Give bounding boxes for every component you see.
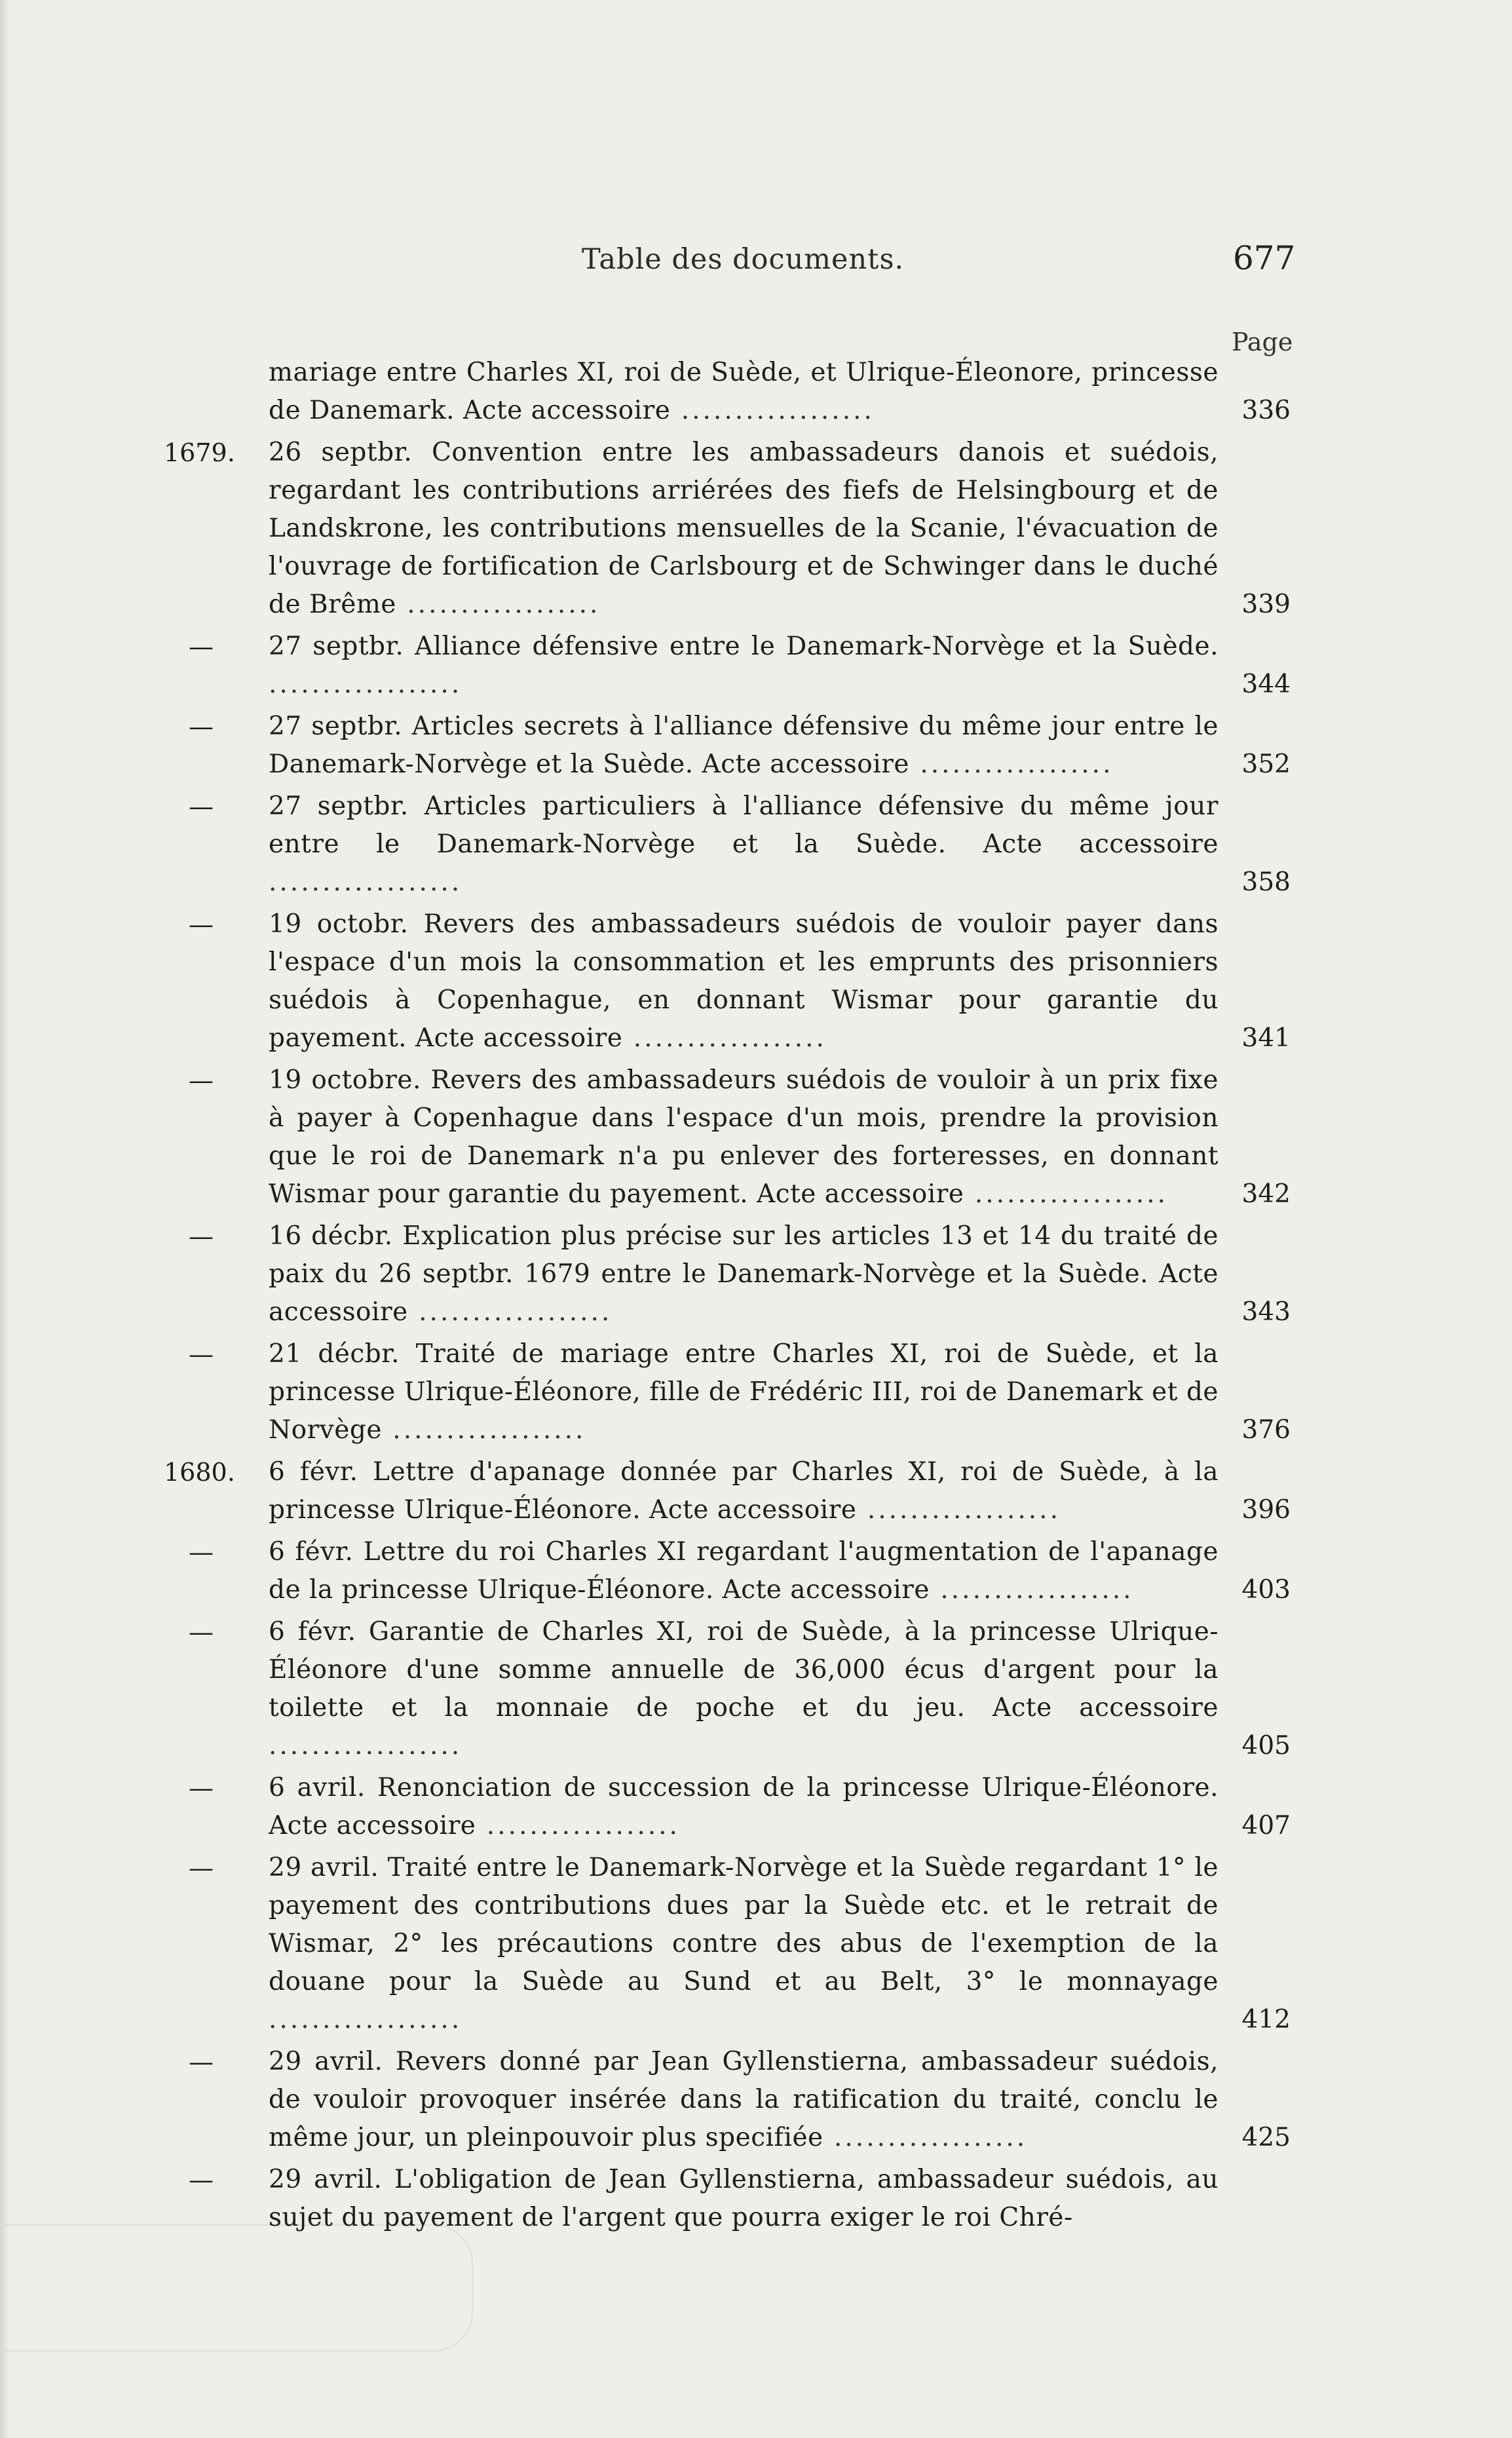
dot-leader: .................. xyxy=(269,670,463,699)
document-entry xyxy=(151,1533,1291,1609)
entry-text: 21 décbr. Traité de mariage entre Charles XI, roi de Suède, et la princesse Ulrique-Éléonore, fille de Frédéric III, roi de Danemark et de Norvège xyxy=(269,1339,1219,1445)
document-entry xyxy=(151,628,1291,704)
entry-description xyxy=(269,1453,1219,1529)
entry-description xyxy=(269,2161,1219,2237)
entry-description xyxy=(269,2043,1219,2157)
dot-leader: .................. xyxy=(964,1179,1168,1209)
entry-text: 29 avril. L'obligation de Jean Gyllenstierna, ambassadeur suédois, au sujet du payement de l'argent que pourra exiger le roi Chré- xyxy=(269,2165,1219,2232)
entry-text: 27 septbr. Articles particuliers à l'alliance défensive du même jour entre le Danemark-Norvège et la Suède. Acte accessoire xyxy=(269,791,1219,859)
entry-page-number: 425 xyxy=(1241,2123,1291,2152)
entry-text: 6 févr. Garantie de Charles XI, roi de Suède, à la princesse Ulrique-Éléonore d'une somme annuelle de 36,000 écus d'argent pour la toilette et la monnaie de poche et du jeu. Acte accessoire xyxy=(269,1617,1219,1723)
entry-text: 27 septbr. Alliance défensive entre le Danemark-Norvège et la Suède. xyxy=(269,632,1219,661)
page-edge xyxy=(0,0,9,2438)
document-entry xyxy=(151,1453,1291,1529)
entry-page-number: 342 xyxy=(1241,1179,1291,1209)
entry-page-number: 343 xyxy=(1241,1297,1291,1327)
dot-leader: .................. xyxy=(476,1811,680,1840)
entry-ditto-dash: — xyxy=(189,910,214,939)
entry-text: 16 décbr. Explication plus précise sur les articles 13 et 14 du traité de paix du 26 septbr. 1679 entre le Danemark-Norvège et la Suède. Acte accessoire xyxy=(269,1221,1219,1327)
entry-description xyxy=(269,1061,1219,1213)
entry-ditto-dash: — xyxy=(189,1340,214,1369)
document-entry xyxy=(151,1335,1291,1449)
entry-description xyxy=(269,1769,1219,1845)
entry-ditto-dash: — xyxy=(189,632,214,661)
entry-description xyxy=(269,354,1219,430)
entry-ditto-dash: — xyxy=(189,712,214,741)
entry-text: mariage entre Charles XI, roi de Suède, et Ulrique-Éleonore, princesse de Danemark. Acte accessoire xyxy=(269,358,1219,425)
running-title: Table des documents. xyxy=(582,243,905,276)
dot-leader: .................. xyxy=(929,1575,1134,1605)
entry-text: 19 octobr. Revers des ambassadeurs suédois de vouloir payer dans l'espace d'un mois la consommation et les emprunts des prisonniers suédois à Copenhague, en donnant Wismar pour garantie du payement. Acte accessoire xyxy=(269,909,1219,1053)
page-number: 677 xyxy=(1233,239,1296,277)
document-entry xyxy=(151,1217,1291,1331)
document-table xyxy=(151,354,1291,2241)
entry-description xyxy=(269,788,1219,902)
entry-page-number: 341 xyxy=(1241,1023,1291,1053)
entry-description xyxy=(269,1533,1219,1609)
entry-page-number: 344 xyxy=(1241,670,1291,699)
entry-description xyxy=(269,905,1219,1057)
entry-page-number: 376 xyxy=(1241,1415,1291,1445)
dot-leader: .................. xyxy=(856,1495,1061,1525)
document-entry xyxy=(151,1061,1291,1213)
dot-leader: .................. xyxy=(823,2123,1028,2152)
entry-description xyxy=(269,628,1219,704)
entry-text: 29 avril. Traité entre le Danemark-Norvège et la Suède regardant 1° le payement des contributions dues par la Suède etc. et le retrait de Wismar, 2° les précautions contre des abus de l'exemption de la douane pour la Suède au Sund et au Belt, 3° le monnayage xyxy=(269,1853,1219,1996)
entry-text: 6 avril. Renonciation de succession de la princesse Ulrique-Éléonore. Acte accessoire xyxy=(269,1773,1219,1840)
entry-text: 6 févr. Lettre d'apanage donnée par Charles XI, roi de Suède, à la princesse Ulrique-Éléonore. Acte accessoire xyxy=(269,1457,1219,1525)
document-entry xyxy=(151,708,1291,784)
dot-leader: .................. xyxy=(622,1023,827,1053)
page-column-label: Page xyxy=(1232,328,1293,356)
entry-description xyxy=(269,434,1219,624)
document-entry xyxy=(151,1769,1291,1845)
entry-ditto-dash: — xyxy=(189,2165,214,2194)
page-stain xyxy=(0,2224,473,2352)
document-entry xyxy=(151,1849,1291,2039)
entry-text: 6 févr. Lettre du roi Charles XI regardant l'augmentation de l'apanage de la princesse Ulrique-Éléonore. Acte accessoire xyxy=(269,1537,1219,1605)
entry-ditto-dash: — xyxy=(189,2048,214,2076)
entry-page-number: 407 xyxy=(1241,1811,1291,1840)
document-entry xyxy=(151,2043,1291,2157)
entry-ditto-dash: — xyxy=(189,1774,214,1802)
dot-leader: .................. xyxy=(396,590,601,619)
dot-leader: .................. xyxy=(407,1297,613,1327)
entry-year: 1679. xyxy=(164,438,235,467)
page-header xyxy=(0,239,1512,292)
entry-ditto-dash: — xyxy=(189,1854,214,1882)
entry-page-number: 405 xyxy=(1241,1731,1291,1761)
document-entry xyxy=(151,905,1291,1057)
dot-leader: .................. xyxy=(269,1731,463,1761)
entry-text: 29 avril. Revers donné par Jean Gyllenstierna, ambassadeur suédois, de vouloir provoquer insérée dans la ratification du traité, conclu le même jour, un pleinpouvoir plus specifiée xyxy=(269,2047,1219,2152)
document-entry xyxy=(151,434,1291,624)
entry-ditto-dash: — xyxy=(189,1222,214,1251)
dot-leader: .................. xyxy=(269,2005,463,2034)
entry-page-number: 336 xyxy=(1241,396,1291,425)
entry-text: 27 septbr. Articles secrets à l'alliance défensive du même jour entre le Danemark-Norvège et la Suède. Acte accessoire xyxy=(269,712,1219,779)
entry-description xyxy=(269,708,1219,784)
document-entry xyxy=(151,354,1291,430)
entry-text: 19 octobre. Revers des ambassadeurs suédois de vouloir à un prix fixe à payer à Copenhague dans l'espace d'un mois, prendre la provision que le roi de Danemark n'a pu enlever des forteresses, en donnant Wismar pour garantie du payement. Acte accessoire xyxy=(269,1065,1219,1209)
entry-description xyxy=(269,1335,1219,1449)
entry-year: 1680. xyxy=(164,1458,235,1487)
dot-leader: .................. xyxy=(269,867,463,897)
document-entry xyxy=(151,2161,1291,2237)
entry-description xyxy=(269,1217,1219,1331)
entry-page-number: 403 xyxy=(1241,1575,1291,1605)
document-entry xyxy=(151,788,1291,902)
entry-ditto-dash: — xyxy=(189,1618,214,1647)
entry-page-number: 358 xyxy=(1241,867,1291,897)
dot-leader: .................. xyxy=(381,1415,586,1445)
entry-ditto-dash: — xyxy=(189,792,214,821)
entry-ditto-dash: — xyxy=(189,1538,214,1567)
entry-page-number: 339 xyxy=(1241,590,1291,619)
entry-description xyxy=(269,1613,1219,1765)
entry-text: 26 septbr. Convention entre les ambassadeurs danois et suédois, regardant les contributions arriérées des fiefs de Helsingbourg et de Landskrone, les contributions mensuelles de la Scanie, l'évacuation de l'ouvrage de fortification de Carlsbourg et de Schwinger dans le duché de Brême xyxy=(269,438,1219,619)
dot-leader: .................. xyxy=(909,750,1114,779)
dot-leader: .................. xyxy=(670,396,875,425)
entry-page-number: 352 xyxy=(1241,750,1291,779)
document-entry xyxy=(151,1613,1291,1765)
entry-page-number: 412 xyxy=(1241,2005,1291,2034)
entry-ditto-dash: — xyxy=(189,1066,214,1095)
entry-description xyxy=(269,1849,1219,2039)
entry-page-number: 396 xyxy=(1241,1495,1291,1525)
